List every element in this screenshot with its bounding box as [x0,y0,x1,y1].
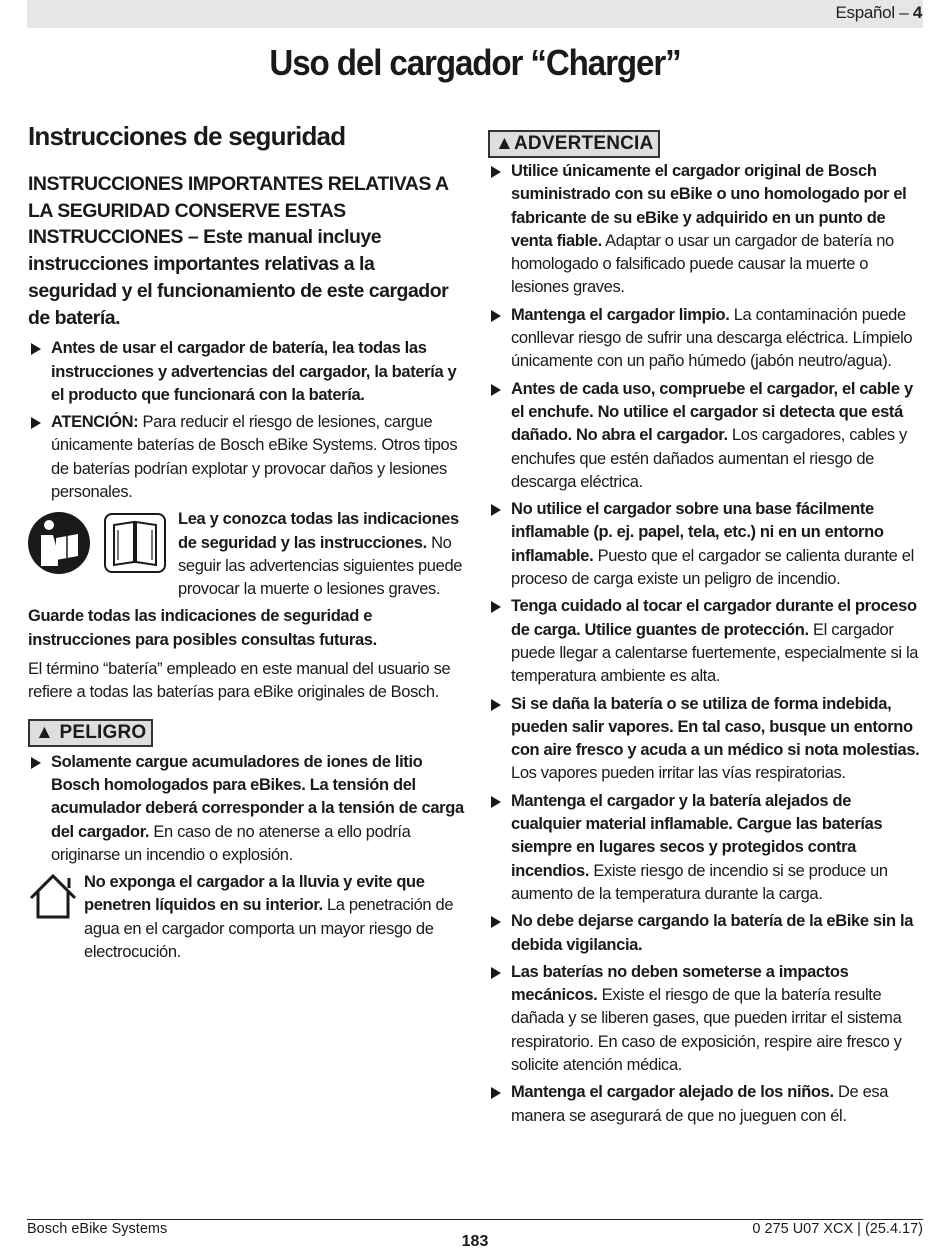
read-manual-note: Lea y conozca todas las indicaciones de seguridad y las instrucciones. No seguir las advertencias siguientes puede provocar la muerte o lesiones graves. [28,508,465,601]
bullet-attention: ATENCIÓN: Para reducir el riesgo de lesiones, cargue únicamente baterías de Bosch eBike Systems. Otros tipos de baterías podrían explotar y provocar daños y lesiones personales. [28,411,465,504]
warning-bullet: Antes de cada uso, compruebe el cargador, el cable y el enchufe. No utilice el cargador si detecta que está dañado. No abra el cargador. Los cargadores, cables y enchufes que estén dañados aumentan el riesgo de descarga eléctrica. [488,378,923,494]
manual-book-icon [105,514,165,572]
bullet-read-instructions: Antes de usar el cargador de batería, lea todas las instrucciones y advertencias del cargador, la batería y el producto que funcionará con la batería. [28,337,465,407]
warning-bullet: Las baterías no deben someterse a impactos mecánicos. Existe el riesgo de que la batería resulte dañada y se liberen gases, que pueden irritar el sistema respiratorio. En caso de exposición, respire aire fresco y solicite atención médica. [488,961,923,1077]
warning-bullet: Mantenga el cargador y la batería alejados de cualquier material inflamable. Cargue las baterías siempre en lugares secos y protegidos contra incendios. Existe riesgo de incendio si se produce un aumento de la temperatura durante la carga. [488,790,923,906]
header-language: Español – 4 [835,3,922,22]
warning-bullet: Si se daña la batería o se utiliza de forma indebida, pueden salir vapores. En tal caso, busque un entorno con aire fresco y acuda a un médico si nota molestias. Los vapores pueden irritar las vías respiratorias. [488,693,923,786]
indoor-use-icon [28,871,84,921]
warning-bullet: No utilice el cargador sobre una base fácilmente inflamable (p. ej. papel, tela, etc.) ni en un entorno inflamable. Puesto que el cargador se calienta durante el proceso de carga existe un peligro de incendio. [488,498,923,591]
left-column [28,120,465,964]
important-instructions: INSTRUCCIONES IMPORTANTES RELATIVAS A LA SEGURIDAD CONSERVE ESTAS INSTRUCCIONES – Este manual incluye instrucciones importantes relativas a la seguridad y el funcionamiento de este cargador de batería. [28,173,449,329]
header-bar [27,0,923,28]
warning-bullet: No debe dejarse cargando la batería de la eBike sin la debida vigilancia. [488,910,923,957]
footer-brand: Bosch eBike Systems [27,1221,168,1237]
right-column [488,130,923,1132]
footer-divider [27,1219,923,1220]
section-heading: Instrucciones de seguridad [28,121,346,151]
warning-bullet: Tenga cuidado al tocar el cargador durante el proceso de carga. Utilice guantes de protección. El cargador puede llegar a calentarse fuertemente, especialmente si la temperatura ambiente es alta. [488,595,923,688]
warning-bullet: Utilice únicamente el cargador original de Bosch suministrado con su eBike o uno homologado por el fabricante de su eBike y adquirido en un punto de venta fiable. Adaptar o usar un cargador de batería no homologado o falsificado puede causar la muerte o lesiones graves. [488,160,923,300]
battery-term-note: El término “batería” empleado en este manual del usuario se refiere a todas las baterías para eBike originales de Bosch. [28,660,451,702]
danger-badge: ▲ PELIGRO [28,719,153,747]
warning-bullet: Mantenga el cargador alejado de los niños. De esa manera se asegurará de que no jueguen con él. [488,1081,923,1128]
rain-warning: No exponga el cargador a la lluvia y evite que penetren líquidos en su interior. La penetración de agua en el cargador comporta un mayor riesgo de electrocución. [28,871,465,964]
read-manual-icon [28,512,90,574]
page-title: Uso del cargador “Charger” [269,42,681,83]
keep-instructions-note: Guarde todas las indicaciones de seguridad e instrucciones para posibles consultas futuras. [28,607,377,649]
warning-triangle-icon: ▲ [495,133,515,154]
bullet-lithium-batteries: Solamente cargue acumuladores de iones de litio Bosch homologados para eBikes. La tensión del acumulador deberá corresponder a la tensión de carga del cargador. En caso de no atenerse a ello podría originarse un incendio o explosión. [28,751,465,867]
footer-doc-code: 0 275 U07 XCX | (25.4.17) [752,1221,923,1237]
warning-badge: ▲ADVERTENCIA [488,130,660,158]
warning-triangle-icon: ▲ [35,721,60,743]
page-number: 183 [461,1233,489,1250]
warning-bullet: Mantenga el cargador limpio. La contaminación puede conllevar riesgo de sufrir una descarga eléctrica. Límpielo únicamente con un paño húmedo (jabón neutro/agua). [488,304,923,374]
